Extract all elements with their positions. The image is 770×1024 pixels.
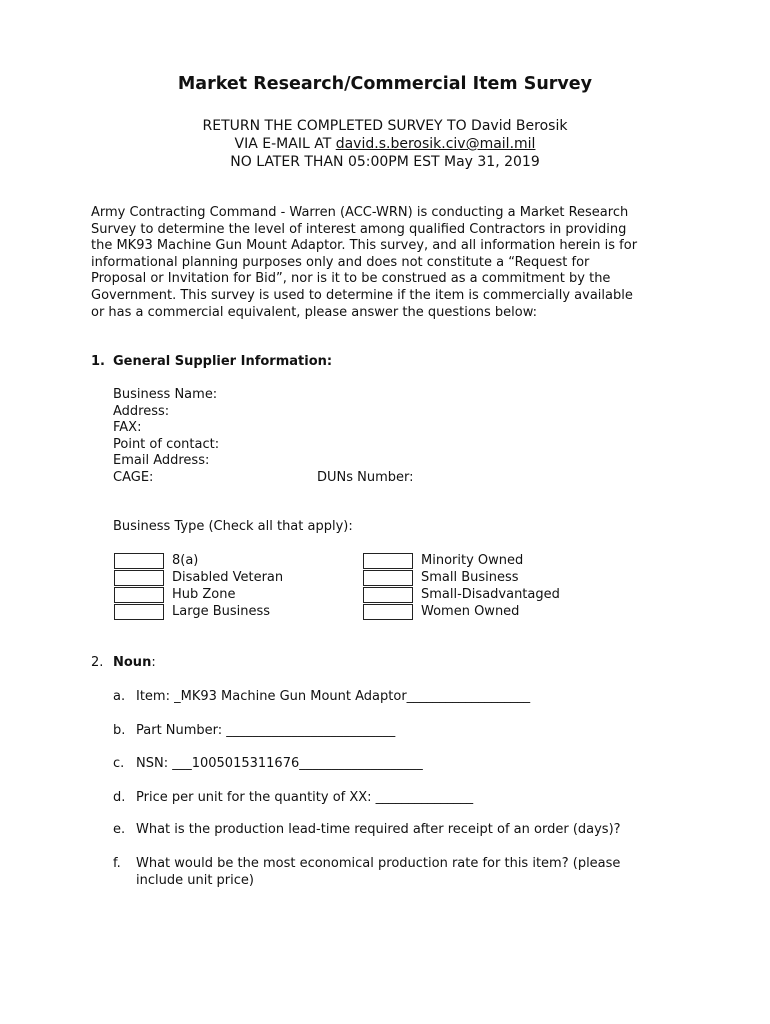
item-d-text: Price per unit for the quantity of XX: _______________ — [136, 790, 474, 805]
section2-heading-colon: : — [151, 655, 156, 670]
intro-line: Proposal or Invitation for Bid”, nor is it to be construed as a commitment by the — [91, 271, 611, 287]
return-to-line: RETURN THE COMPLETED SURVEY TO David Berosik — [202, 118, 568, 134]
item-c-letter: c. — [113, 756, 125, 771]
checkbox-small-business[interactable] — [363, 570, 413, 586]
section1-heading: General Supplier Information: — [113, 354, 333, 369]
item-f-text-continued: include unit price) — [136, 873, 254, 888]
type-label-minority-owned: Minority Owned — [421, 553, 524, 568]
type-label-women-owned: Women Owned — [421, 604, 520, 619]
field-cage: CAGE: — [113, 470, 154, 485]
item-a-text: Item: _MK93 Machine Gun Mount Adaptor___________________ — [136, 689, 531, 704]
item-d-letter: d. — [113, 790, 126, 805]
type-label-disabled-veteran: Disabled Veteran — [172, 570, 284, 585]
intro-line: or has a commercial equivalent, please answer the questions below: — [91, 304, 538, 320]
item-e-letter: e. — [113, 822, 126, 837]
item-e-text: What is the production lead-time required after receipt of an order (days)? — [136, 822, 621, 837]
checkbox-hub-zone[interactable] — [114, 587, 164, 603]
email-line — [0, 136, 770, 152]
item-a-letter: a. — [113, 689, 126, 704]
section2-heading: Noun — [113, 655, 152, 670]
intro-paragraph — [91, 205, 691, 321]
checkbox-8a[interactable] — [114, 553, 164, 569]
item-b-letter: b. — [113, 723, 126, 738]
business-type-label: Business Type (Check all that apply): — [113, 519, 353, 534]
checkbox-minority-owned[interactable] — [363, 553, 413, 569]
checkbox-large-business[interactable] — [114, 604, 164, 620]
item-f-text: What would be the most economical production rate for this item? (please — [136, 856, 621, 871]
page-title: Market Research/Commercial Item Survey — [177, 74, 593, 94]
intro-line: Survey to determine the level of interest among qualified Contractors in providing — [91, 221, 627, 237]
intro-line: Army Contracting Command - Warren (ACC-WRN) is conducting a Market Research — [91, 205, 629, 220]
checkbox-small-disadvantaged[interactable] — [363, 587, 413, 603]
email-prefix: VIA E-MAIL AT — [234, 136, 336, 152]
section2-heading-wrap — [113, 655, 156, 670]
field-fax: FAX: — [113, 420, 142, 435]
section2-number: 2. — [91, 655, 104, 670]
checkbox-women-owned[interactable] — [363, 604, 413, 620]
intro-line: informational planning purposes only and does not constitute a “Request for — [91, 254, 590, 270]
email-link[interactable]: david.s.berosik.civ@mail.mil — [335, 136, 536, 152]
section1-number: 1. — [91, 354, 105, 369]
intro-line: Government. This survey is used to determine if the item is commercially available — [91, 287, 633, 303]
field-business-name: Business Name: — [113, 387, 218, 402]
type-label-8a: 8(a) — [172, 553, 199, 568]
item-f-letter: f. — [113, 856, 121, 871]
field-address: Address: — [113, 404, 170, 419]
deadline-line: NO LATER THAN 05:00PM EST May 31, 2019 — [230, 154, 540, 170]
item-c-text: NSN: ___1005015311676___________________ — [136, 756, 423, 771]
item-b-text: Part Number: __________________________ — [136, 723, 396, 738]
type-label-large-business: Large Business — [172, 604, 271, 619]
field-duns-number: DUNs Number: — [317, 470, 414, 485]
type-label-small-business: Small Business — [421, 570, 519, 585]
checkbox-disabled-veteran[interactable] — [114, 570, 164, 586]
type-label-small-disadvantaged: Small-Disadvantaged — [421, 587, 560, 602]
field-email-address: Email Address: — [113, 453, 210, 468]
intro-line: the MK93 Machine Gun Mount Adaptor. This survey, and all information herein is for — [91, 238, 638, 254]
field-point-of-contact: Point of contact: — [113, 437, 220, 452]
type-label-hub-zone: Hub Zone — [172, 587, 236, 602]
